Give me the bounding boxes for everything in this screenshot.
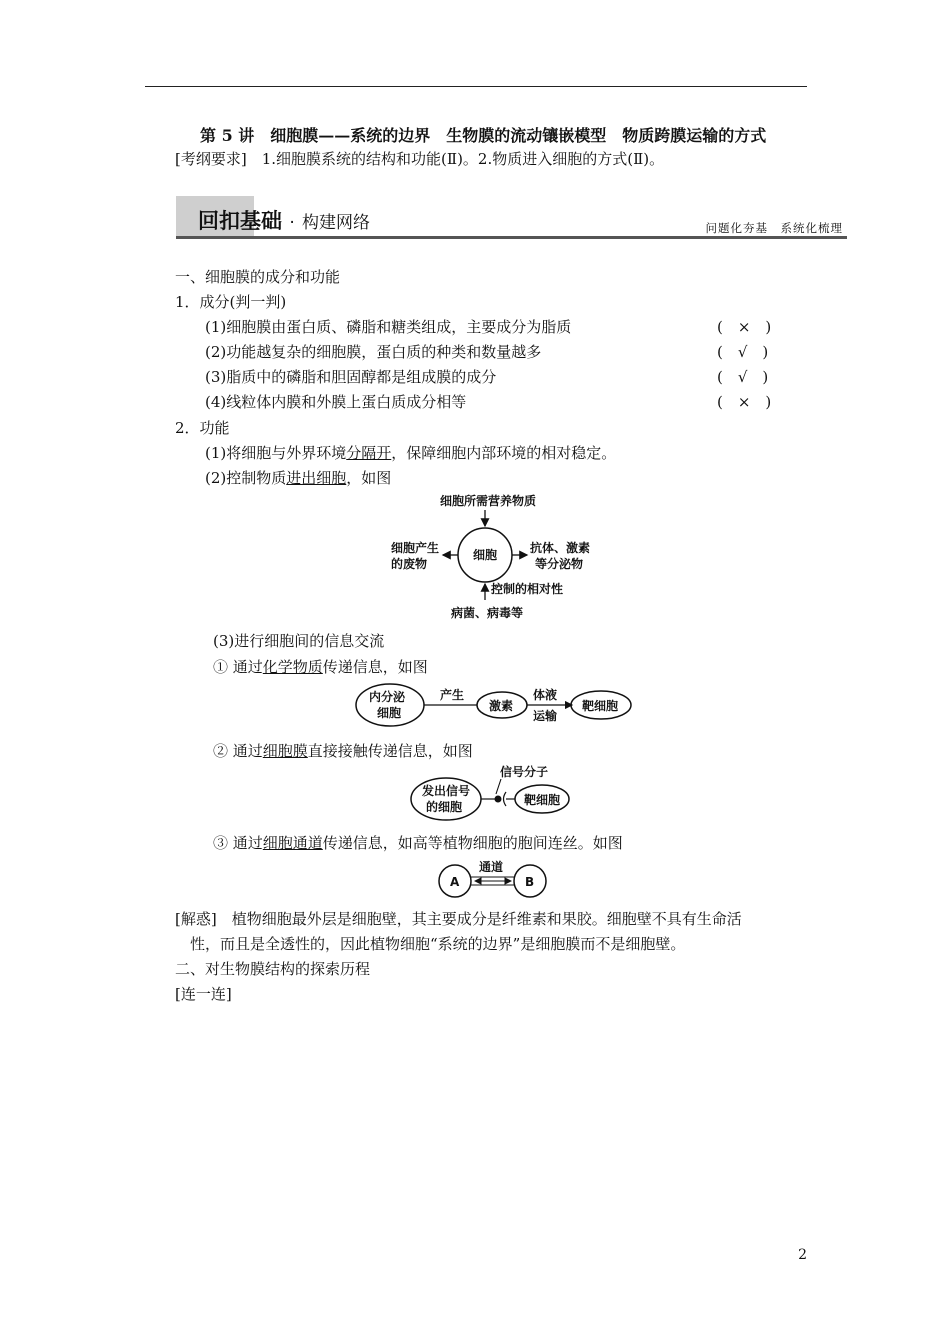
d3-sender-label-2: 的细胞 bbox=[426, 800, 463, 814]
d4-channel-label: 通道 bbox=[479, 860, 504, 874]
banner-right-text: 问题化夯基 系统化梳理 bbox=[705, 221, 843, 235]
communication-1-post: 传递信息，如图 bbox=[322, 658, 428, 676]
judgment-text-3: (3)脂质中的磷脂和胆固醇都是组成膜的成分 bbox=[205, 368, 497, 386]
judgment-mark-1: ( × ) bbox=[717, 318, 772, 336]
function-2-post: ，如图 bbox=[346, 469, 392, 487]
d3-receptor bbox=[504, 792, 507, 806]
diagram-substance-exchange bbox=[385, 490, 615, 625]
d3-signal-label: 信号分子 bbox=[500, 765, 549, 779]
banner-title bbox=[198, 205, 370, 235]
d1-control-label: 控制的相对性 bbox=[491, 582, 564, 596]
banner-rule bbox=[176, 236, 847, 239]
page-title: 第 5 讲 细胞膜——系统的边界 生物膜的流动镶嵌模型 物质跨膜运输的方式 bbox=[200, 126, 767, 145]
d1-bottom-label: 病菌、病毒等 bbox=[451, 606, 524, 620]
syllabus-requirement: [考纲要求] 1.细胞膜系统的结构和功能(Ⅱ)。2.物质进入细胞的方式(Ⅱ)。 bbox=[175, 150, 665, 168]
communication-2-answer: 细胞膜 bbox=[262, 742, 308, 760]
communication-3-pre: ③ 通过 bbox=[213, 834, 263, 852]
communication-1-answer: 化学物质 bbox=[262, 658, 323, 676]
judgment-text-2: (2)功能越复杂的细胞膜，蛋白质的种类和数量越多 bbox=[205, 343, 542, 361]
communication-2 bbox=[213, 740, 473, 761]
function-1-post: ，保障细胞内部环境的相对稳定。 bbox=[391, 444, 617, 462]
communication-2-post: 直接接触传递信息，如图 bbox=[307, 742, 473, 760]
d2-transport-label-1: 体液 bbox=[533, 688, 558, 702]
d2-transport-label-2: 运输 bbox=[533, 709, 558, 723]
diagram-direct-contact bbox=[405, 762, 585, 824]
communication-3 bbox=[213, 832, 623, 853]
function-1-answer: 分隔开 bbox=[346, 444, 392, 462]
banner-main-text: 回扣基础 bbox=[198, 209, 282, 233]
banner-sub-text: 构建网络 bbox=[302, 213, 371, 233]
communication-1 bbox=[213, 656, 428, 677]
d3-signal-molecule bbox=[495, 796, 502, 803]
section-heading-1: 一、细胞膜的成分和功能 bbox=[175, 268, 341, 286]
judgment-text-1: (1)细胞膜由蛋白质、磷脂和糖类组成，主要成分为脂质 bbox=[205, 318, 572, 336]
function-3: (3)进行细胞间的信息交流 bbox=[213, 632, 385, 650]
explanation-line-1: [解惑] 植物细胞最外层是细胞壁，其主要成分是纤维素和果胶。细胞壁不具有生命活 bbox=[175, 910, 742, 928]
judgment-mark-3: ( √ ) bbox=[717, 368, 769, 386]
d2-cell-label-1: 内分泌 bbox=[369, 690, 406, 704]
judgment-mark-2: ( √ ) bbox=[717, 343, 769, 361]
function-1-pre: (1)将细胞与外界环境 bbox=[205, 444, 347, 462]
d3-sender-label-1: 发出信号 bbox=[422, 784, 471, 798]
judgment-mark-4: ( × ) bbox=[717, 393, 772, 411]
d2-target-label: 靶细胞 bbox=[582, 699, 619, 713]
diagram-chemical-signal bbox=[350, 680, 640, 730]
judgment-text-4: (4)线粒体内膜和外膜上蛋白质成分相等 bbox=[205, 393, 467, 411]
explanation-line-2: 性，而且是全透性的，因此植物细胞“系统的边界”是细胞膜而不是细胞壁。 bbox=[190, 935, 686, 953]
d4-label-a: A bbox=[450, 875, 460, 889]
communication-3-answer: 细胞通道 bbox=[262, 834, 323, 852]
d1-top-label: 细胞所需营养物质 bbox=[440, 494, 537, 508]
function-2-pre: (2)控制物质 bbox=[205, 469, 287, 487]
d1-left-label-1: 细胞产生 bbox=[391, 541, 440, 555]
item-heading-function: 2．功能 bbox=[175, 419, 230, 437]
communication-2-pre: ② 通过 bbox=[213, 742, 263, 760]
item-heading-composition: 1．成分(判一判) bbox=[175, 293, 287, 311]
communication-3-post: 传递信息，如高等植物细胞的胞间连丝。如图 bbox=[322, 834, 623, 852]
d2-hormone-label: 激素 bbox=[489, 699, 514, 713]
matching-prompt: [连一连] bbox=[175, 985, 232, 1003]
section-banner bbox=[176, 196, 847, 240]
header-rule bbox=[145, 86, 807, 87]
d2-cell-label-2: 细胞 bbox=[377, 706, 402, 720]
banner-dot: · bbox=[289, 213, 295, 233]
d4-label-b: B bbox=[525, 875, 535, 889]
function-2 bbox=[205, 467, 391, 488]
section-heading-2: 二、对生物膜结构的探索历程 bbox=[175, 960, 371, 978]
d1-right-label-2: 等分泌物 bbox=[535, 557, 584, 571]
d1-center-label: 细胞 bbox=[473, 548, 498, 562]
d2-produce-label: 产生 bbox=[440, 688, 465, 702]
page-number: 2 bbox=[798, 1247, 807, 1263]
d1-left-label-2: 的废物 bbox=[391, 557, 428, 571]
d3-signal-pointer bbox=[496, 779, 501, 794]
function-1 bbox=[205, 442, 616, 463]
communication-1-pre: ① 通过 bbox=[213, 658, 263, 676]
d3-target-label: 靶细胞 bbox=[524, 793, 561, 807]
d1-right-label-1: 抗体、激素 bbox=[530, 541, 591, 555]
function-2-answer: 进出细胞 bbox=[286, 469, 347, 487]
diagram-cell-channel bbox=[435, 856, 550, 902]
